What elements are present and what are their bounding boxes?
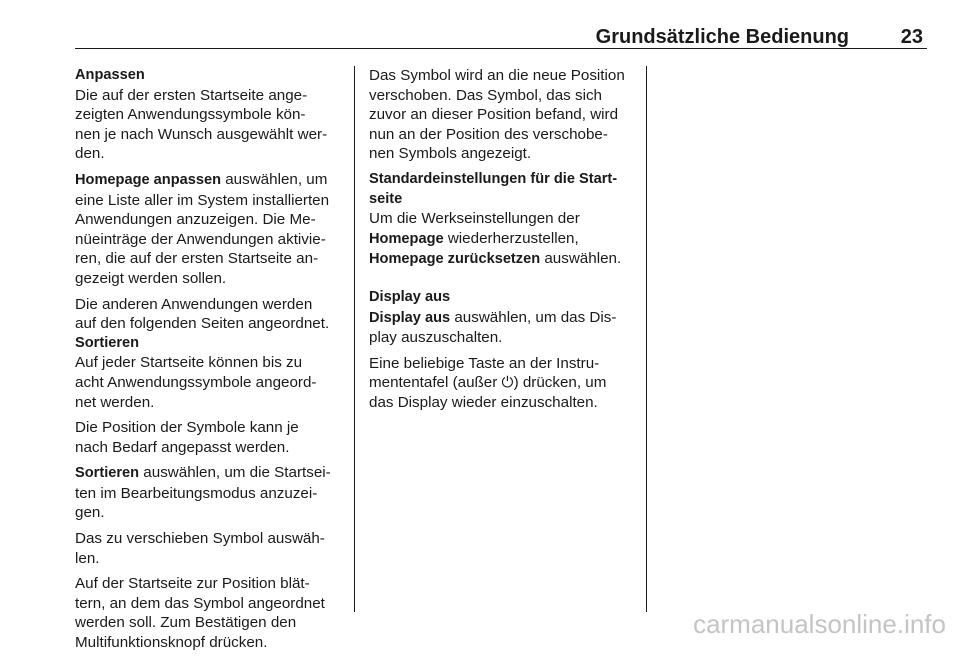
wake-text-2: ) drücken, um das Display wieder einzuschalten. [369,374,607,411]
section-heading-sortieren: Sortieren [75,334,140,351]
homepage-anpassen-keyword: Homepage anpassen [75,171,221,188]
defaults-paragraph [369,209,637,270]
select-symbol-paragraph: Das zu verschieben Symbol auswäh- len. [75,530,325,567]
defaults-text-2: wiederherzustellen, [447,229,579,247]
display-aus-keyword: Display aus [369,309,451,326]
sortieren-paragraph: Auf jeder Startseite können bis zu acht Anwendungssymbole angeord- net werden. [75,354,317,411]
sortieren-action-text: auswählen, um die Startsei- ten im Bearbeitungsmodus anzuzei- gen. [75,464,331,522]
section-heading-defaults: Standardeinstellungen für die Start- seite [369,170,618,207]
moved-paragraph: Das Symbol wird an die neue Position verschoben. Das Symbol, das sich zuvor an dieser Position befand, wird nun an der Position des verschobe- nen Symbols angezeigt. [369,67,625,163]
display-paragraph-text: auswählen, um das Dis- play auszuschalten. [369,308,617,347]
wake-text-1: Eine beliebige Taste an der Instru- mententafel (außer [369,354,600,392]
power-icon: ⏻ [501,374,514,392]
column-left [75,66,347,659]
column-middle [369,66,637,419]
scroll-paragraph: Auf der Startseite zur Position blät- tern, an dem das Symbol angeordnet werden soll. Zum Bestätigen den Multifunktionsknopf drücken. [75,575,325,652]
section-heading-display-aus: Display aus [369,288,451,305]
column-divider-left [354,66,355,612]
page-title: Grundsätzliche Bedienung [595,26,849,48]
anpassen-paragraph: Die auf der ersten Startseite ange- zeigten Anwendungssymbole kön- nen je nach Wunsch ausgewählt wer- den. [75,86,328,163]
column-divider-right [646,66,647,612]
watermark: carmanualsonline.info [693,609,946,639]
sortieren-keyword: Sortieren [75,465,140,482]
page-number: 23 [900,26,923,48]
homepage-paragraph [75,170,347,289]
other-apps-paragraph: Die anderen Anwendungen werden auf den folgenden Seiten angeordnet. [75,295,330,333]
homepage-keyword: Homepage [369,230,444,247]
defaults-text-3: auswählen. [540,250,622,268]
homepage-paragraph-text: auswählen, um eine Liste aller im System installierten Anwendungen anzuzeigen. Die Me- nüeinträge der Anwendungen aktivie- ren, die auf der ersten Startseite an- gezeigt werden sollen. [75,170,330,287]
page-header [75,22,927,49]
section-heading-anpassen: Anpassen [75,67,145,83]
wake-paragraph [369,354,637,413]
sortieren-action-paragraph [75,463,347,523]
homepage-zuruecksetzen-keyword: Homepage zurücksetzen [369,251,541,268]
display-paragraph [369,308,637,348]
defaults-text-1: Um die Werkseinstellungen der [369,210,580,228]
position-paragraph: Die Position der Symbole kann je nach Bedarf angepasst werden. [75,419,299,456]
